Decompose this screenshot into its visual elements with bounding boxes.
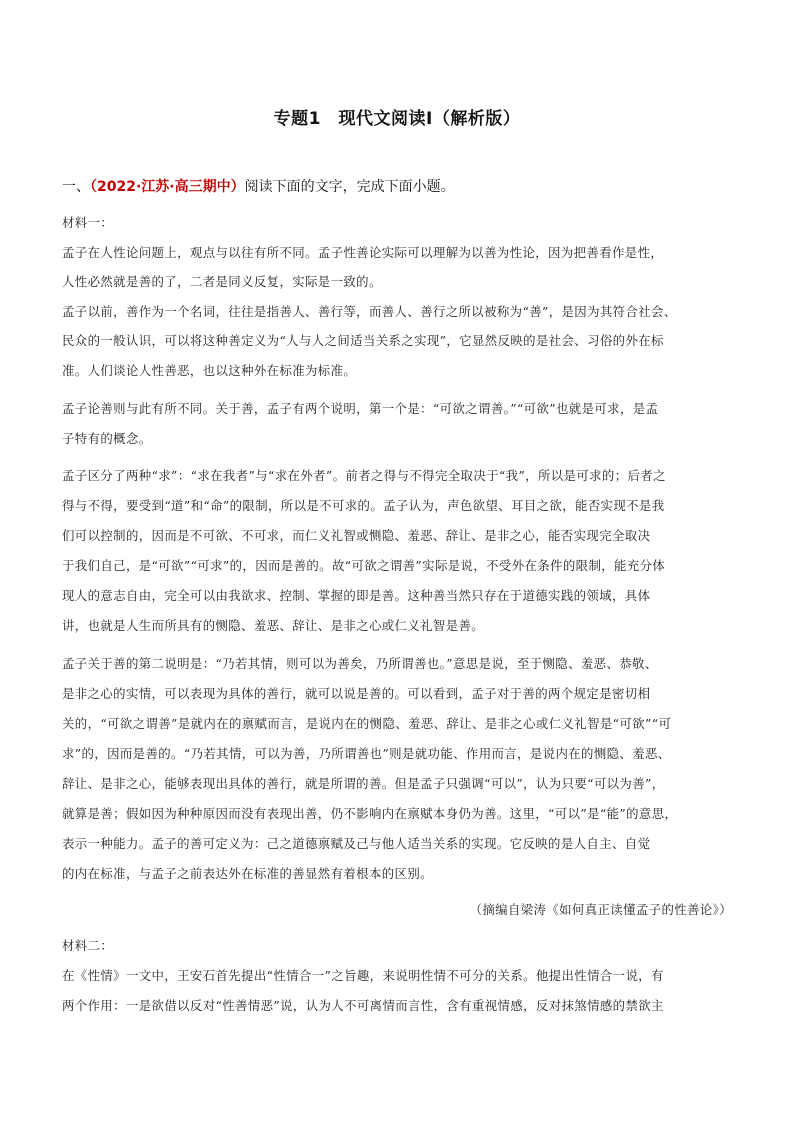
question-source-close: ） — [230, 179, 245, 195]
question-header — [62, 176, 455, 196]
page-title: 专题1 现代文阅读Ⅰ（解析版） — [273, 109, 521, 129]
body-line: 于我们自己，是“可欲”“可求”的，因而是善的。故“可欲之谓善”实际是说，不受外在条件的限制，能充分体 — [62, 558, 666, 573]
body-line: 现人的意志自由，完全可以由我欲求、控制、掌握的即是善。这种善当然只存在于道德实践的领域，具体 — [62, 588, 651, 603]
body-line: 两个作用：一是欲借以反对“性善情恶”说，认为人不可离情而言性，含有重视情感，反对抹煞情感的禁欲主 — [62, 998, 664, 1013]
body-line: 表示一种能力。孟子的善可定义为：己之道德禀赋及己与他人适当关系的实现。它反映的是人自主、自觉 — [62, 836, 651, 851]
body-line: 辞让、是非之心，能够表现出具体的善行，就是所谓的善。但是孟子只强调“可以”，认为只要“可以为善”， — [62, 776, 665, 791]
body-line: 求”的，因而是善的。“乃若其情，可以为善，乃所谓善也”则是就功能、作用而言，是说内在的恻隐、羞恶、 — [62, 746, 671, 761]
body-line: 关的，“可欲之谓善”是就内在的禀赋而言，是说内在的恻隐、羞恶、辞让、是非之心或仁义礼智是“可欲”“可 — [62, 716, 672, 731]
body-line: 是非之心的实情，可以表现为具体的善行，就可以说是善的。可以看到，孟子对于善的两个规定是密切相 — [62, 686, 651, 701]
body-line: 就算是善；假如因为种种原因而没有表现出善，仍不影响内在禀赋本身仍为善。这里，“可以”是“能”的意思， — [62, 806, 678, 821]
body-line: 们可以控制的，因而是不可欲、不可求，而仁义礼智或恻隐、羞恶、辞让、是非之心，能否实现完全取决 — [62, 528, 651, 543]
body-line: 孟子区分了两种“求”：“求在我者”与“求在外者”。前者之得与不得完全取决于“我”，所以是可求的；后者之 — [62, 468, 666, 483]
body-line: 得与不得，要受到“道”和“命”的限制，所以是不可求的。孟子认为，声色欲望、耳目之欲，能否实现不是我 — [62, 498, 665, 513]
body-line: 孟子论善则与此有所不同。关于善，孟子有两个说明，第一个是：“可欲之谓善。”“可欲”也就是可求，是孟 — [62, 401, 659, 416]
body-line: 孟子以前，善作为一个名词，往往是指善人、善行等，而善人、善行之所以被称为“善”，是因为其符合社会、 — [62, 304, 677, 319]
material-two-label: 材料二： — [62, 938, 114, 953]
question-source: 2022·江苏·高三期中 — [97, 179, 231, 195]
citation: （摘编自梁涛《如何真正读懂孟子的性善论》） — [469, 902, 732, 917]
body-line: 在《性情》一文中，王安石首先提出“性情合一”之旨趣，来说明性情不可分的关系。他提出性情合一说，有 — [62, 968, 664, 983]
body-line: 孟子在人性论问题上，观点与以往有所不同。孟子性善论实际可以理解为以善为性论，因为把善看作是性， — [62, 245, 664, 260]
body-line: 的内在标准，与孟子之前表达外在标准的善显然有着根本的区别。 — [62, 866, 433, 881]
body-line: 孟子关于善的第二说明是：“乃若其情，则可以为善矣，乃所谓善也。”意思是说，至于恻隐、羞恶、恭敬、 — [62, 656, 658, 671]
body-line: 人性必然就是善的了，二者是同义反复，实际是一致的。 — [62, 274, 382, 289]
body-line: 准。人们谈论人性善恶，也以这种外在标准为标准。 — [62, 363, 357, 378]
body-line: 子特有的概念。 — [62, 431, 152, 446]
body-line: 讲，也就是人生而所具有的恻隐、羞恶、辞让、是非之心或仁义礼智是善。 — [62, 618, 485, 633]
question-source-open: （ — [90, 179, 97, 195]
body-line: 民众的一般认识，可以将这种善定义为“人与人之间适当关系之实现”，它显然反映的是社会、习俗的外在标 — [62, 333, 664, 348]
question-instruction: 阅读下面的文字，完成下面小题。 — [244, 179, 455, 195]
question-number: 一、 — [62, 179, 90, 195]
material-one-label: 材料一： — [62, 215, 114, 230]
